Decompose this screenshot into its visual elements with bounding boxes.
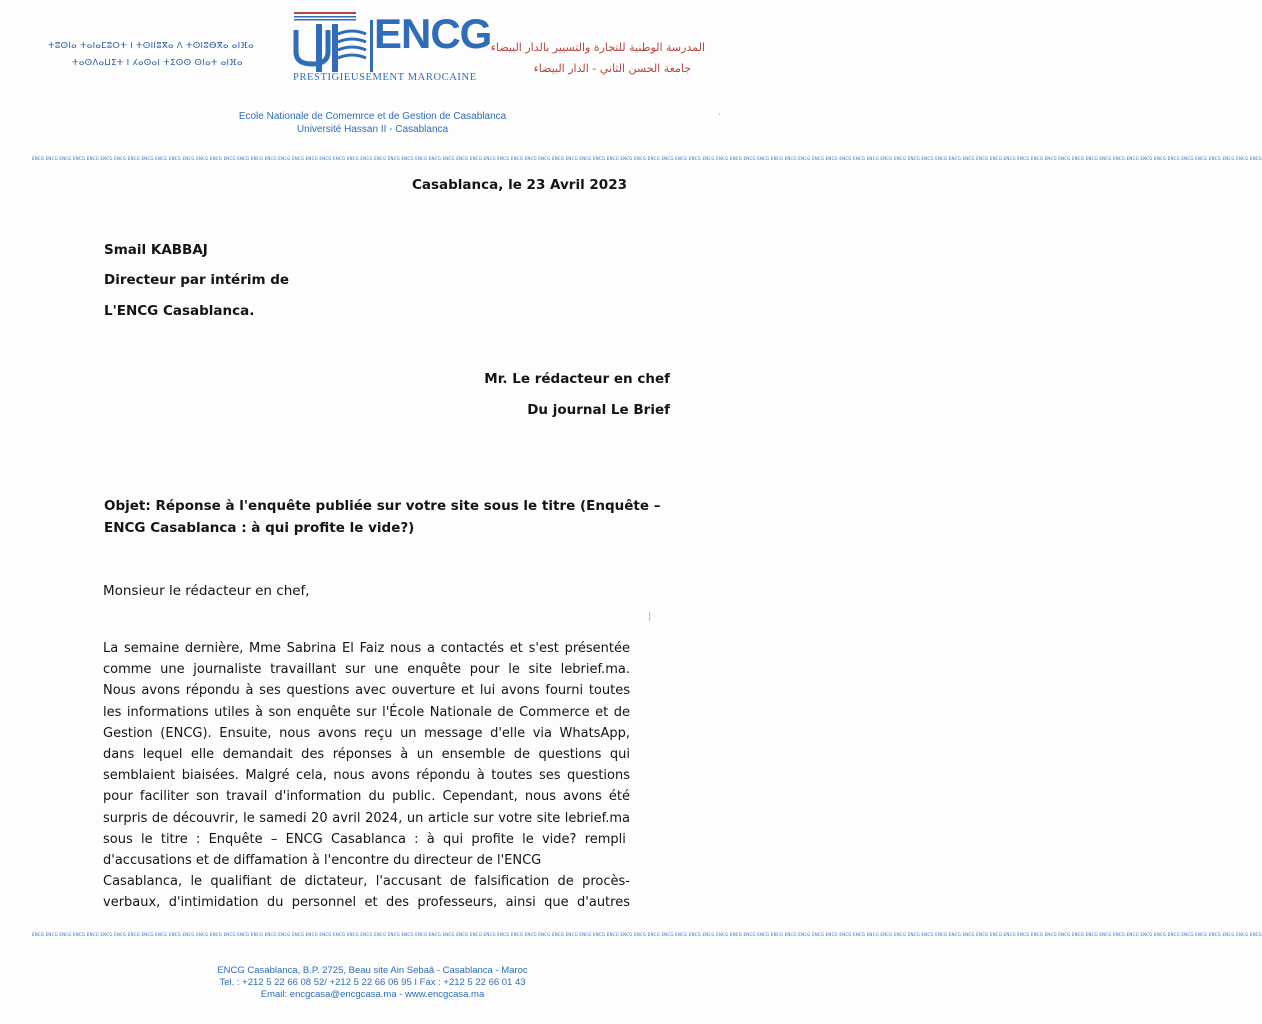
- margin-mark: ˙: [717, 113, 722, 124]
- recipient-line-2: Du journal Le Brief: [527, 402, 670, 418]
- top-separator: ENCG ENCG ENCG ENCG ENCG ENCG ENCG ENCG ENCG ENCG ENCG ENCG ENCG ENCG ENCG ENCG ENCG ENCG ENCG ENCG ENCG ENCG ENCG ENCG ENCG ENCG ENCG ENCG ENCG ENCG ENCG ENCG ENCG ENCG ENCG ENCG ENCG ENCG ENCG ENCG ENCG ENCG ENCG ENCG ENCG ENCG ENCG ENCG ENCG ENCG ENCG ENCG ENCG ENCG ENCG ENCG ENCG ENCG ENCG ENCG ENCG ENCG ENCG ENCG ENCG ENCG ENCG ENCG ENCG ENCG ENCG ENCG ENCG ENCG ENCG ENCG ENCG ENCG ENCG ENCG ENCG ENCG ENCG ENCG ENCG ENCG ENCG ENCG ENCG ENCG: [32, 156, 1262, 161]
- footer-phones: Tel. : +212 5 22 66 08 52/ +212 5 22 66 06 95 I Fax : +212 5 22 66 01 43: [219, 977, 526, 988]
- tifinagh-university-name: ⵜⴰⵙⴷⴰⵡⵉⵜ ⵏ ⵃⴰⵙⴰⵏ ⵜⵉⵙⵙ ⵙⵏⴰⵜ ⴰⵏⴼⴰ: [72, 58, 243, 68]
- body-line: les informations utiles à son enquête sur l'École Nationale de Commerce et de: [103, 704, 630, 720]
- school-name: Ecole Nationale de Comemrce et de Gestion de Casablanca: [238, 111, 507, 122]
- arabic-university-name: جامعة الحسن الثاني - الدار البيضاء: [533, 62, 691, 75]
- body-line: pour faciliter son travail d'information du public. Cependant, nous avons été: [103, 789, 630, 805]
- body-line: semblaient biaisées. Malgré cela, nous avons répondu à toutes ses questions: [103, 768, 630, 784]
- logo-wordmark: ENCG: [374, 10, 492, 57]
- body-paragraph: [103, 638, 630, 914]
- body-line: Casablanca, le qualifiant de dictateur, l'accusant de falsification de procès-: [103, 874, 630, 890]
- university-name: Université Hassan II - Casablanca: [296, 124, 449, 135]
- footer-address: ENCG Casablanca, B.P. 2725, Beau site Ain Sebaâ - Casablanca - Maroc: [217, 965, 528, 976]
- bottom-separator: ENCG ENCG ENCG ENCG ENCG ENCG ENCG ENCG ENCG ENCG ENCG ENCG ENCG ENCG ENCG ENCG ENCG ENCG ENCG ENCG ENCG ENCG ENCG ENCG ENCG ENCG ENCG ENCG ENCG ENCG ENCG ENCG ENCG ENCG ENCG ENCG ENCG ENCG ENCG ENCG ENCG ENCG ENCG ENCG ENCG ENCG ENCG ENCG ENCG ENCG ENCG ENCG ENCG ENCG ENCG ENCG ENCG ENCG ENCG ENCG ENCG ENCG ENCG ENCG ENCG ENCG ENCG ENCG ENCG ENCG ENCG ENCG ENCG ENCG ENCG ENCG ENCG ENCG ENCG ENCG ENCG ENCG ENCG ENCG ENCG ENCG ENCG ENCG ENCG ENCG: [32, 932, 1262, 937]
- subject-line-1: Objet: Réponse à l'enquête publiée sur votre site sous le titre (Enquête –: [104, 498, 661, 514]
- body-line: surpris de découvrir, le samedi 20 avril 2024, un article sur votre site lebrief.ma: [103, 810, 630, 826]
- body-line: verbaux, d'intimidation du personnel et des professeurs, ainsi que d'autres: [103, 895, 630, 911]
- footer-contact: Email: encgcasa@encgcasa.ma - www.encgcasa.ma: [260, 989, 485, 1000]
- body-line: Nous avons répondu à ses questions avec ouverture et lui avons fourni toutes: [103, 683, 630, 699]
- margin-mark-2: ¦: [648, 611, 652, 622]
- sender-organization: L'ENCG Casablanca.: [104, 303, 255, 319]
- body-line: dans lequel elle demandait des réponses à un ensemble de questions qui: [103, 747, 630, 763]
- body-line: Gestion (ENCG). Ensuite, nous avons reçu un message d'elle via WhatsApp,: [103, 725, 630, 741]
- logo-tagline: PRESTIGIEUSEMENT MAROCAINE: [293, 72, 477, 83]
- sender-title: Directeur par intérim de: [104, 272, 290, 288]
- body-line: sous le titre : Enquête – ENCG Casablanca : à qui profite le vide? rempli: [103, 831, 626, 847]
- sender-name: Smail KABBAJ: [104, 242, 208, 258]
- salutation: Monsieur le rédacteur en chef,: [103, 583, 310, 599]
- body-line: La semaine dernière, Mme Sabrina El Faiz nous a contactés et s'est présentée: [103, 641, 630, 656]
- recipient-line-1: Mr. Le rédacteur en chef: [484, 371, 670, 387]
- tifinagh-school-name: ⵜⵓⵙⵏⴰ ⵜⴰⵏⴰⵎⵓⵔⵜ ⵏ ⵜⵙⵏⵏⵓⴳⴰ ⴷ ⵜⵙⵏⵓⴱⴳⴰ ⴰⵏⴼⴰ: [48, 41, 254, 51]
- letter-date: Casablanca, le 23 Avril 2023: [411, 177, 627, 193]
- arabic-school-name: المدرسة الوطنية للتجارة والتسيير بالدار البيضاء: [490, 41, 705, 54]
- subject-line-2: ENCG Casablanca : à qui profite le vide?): [104, 520, 415, 536]
- body-line: d'accusations et de diffamation à l'encontre du directeur de l'ENCG: [103, 853, 542, 869]
- body-line: comme une journaliste travaillant sur une enquête pour le site lebrief.ma.: [103, 662, 630, 678]
